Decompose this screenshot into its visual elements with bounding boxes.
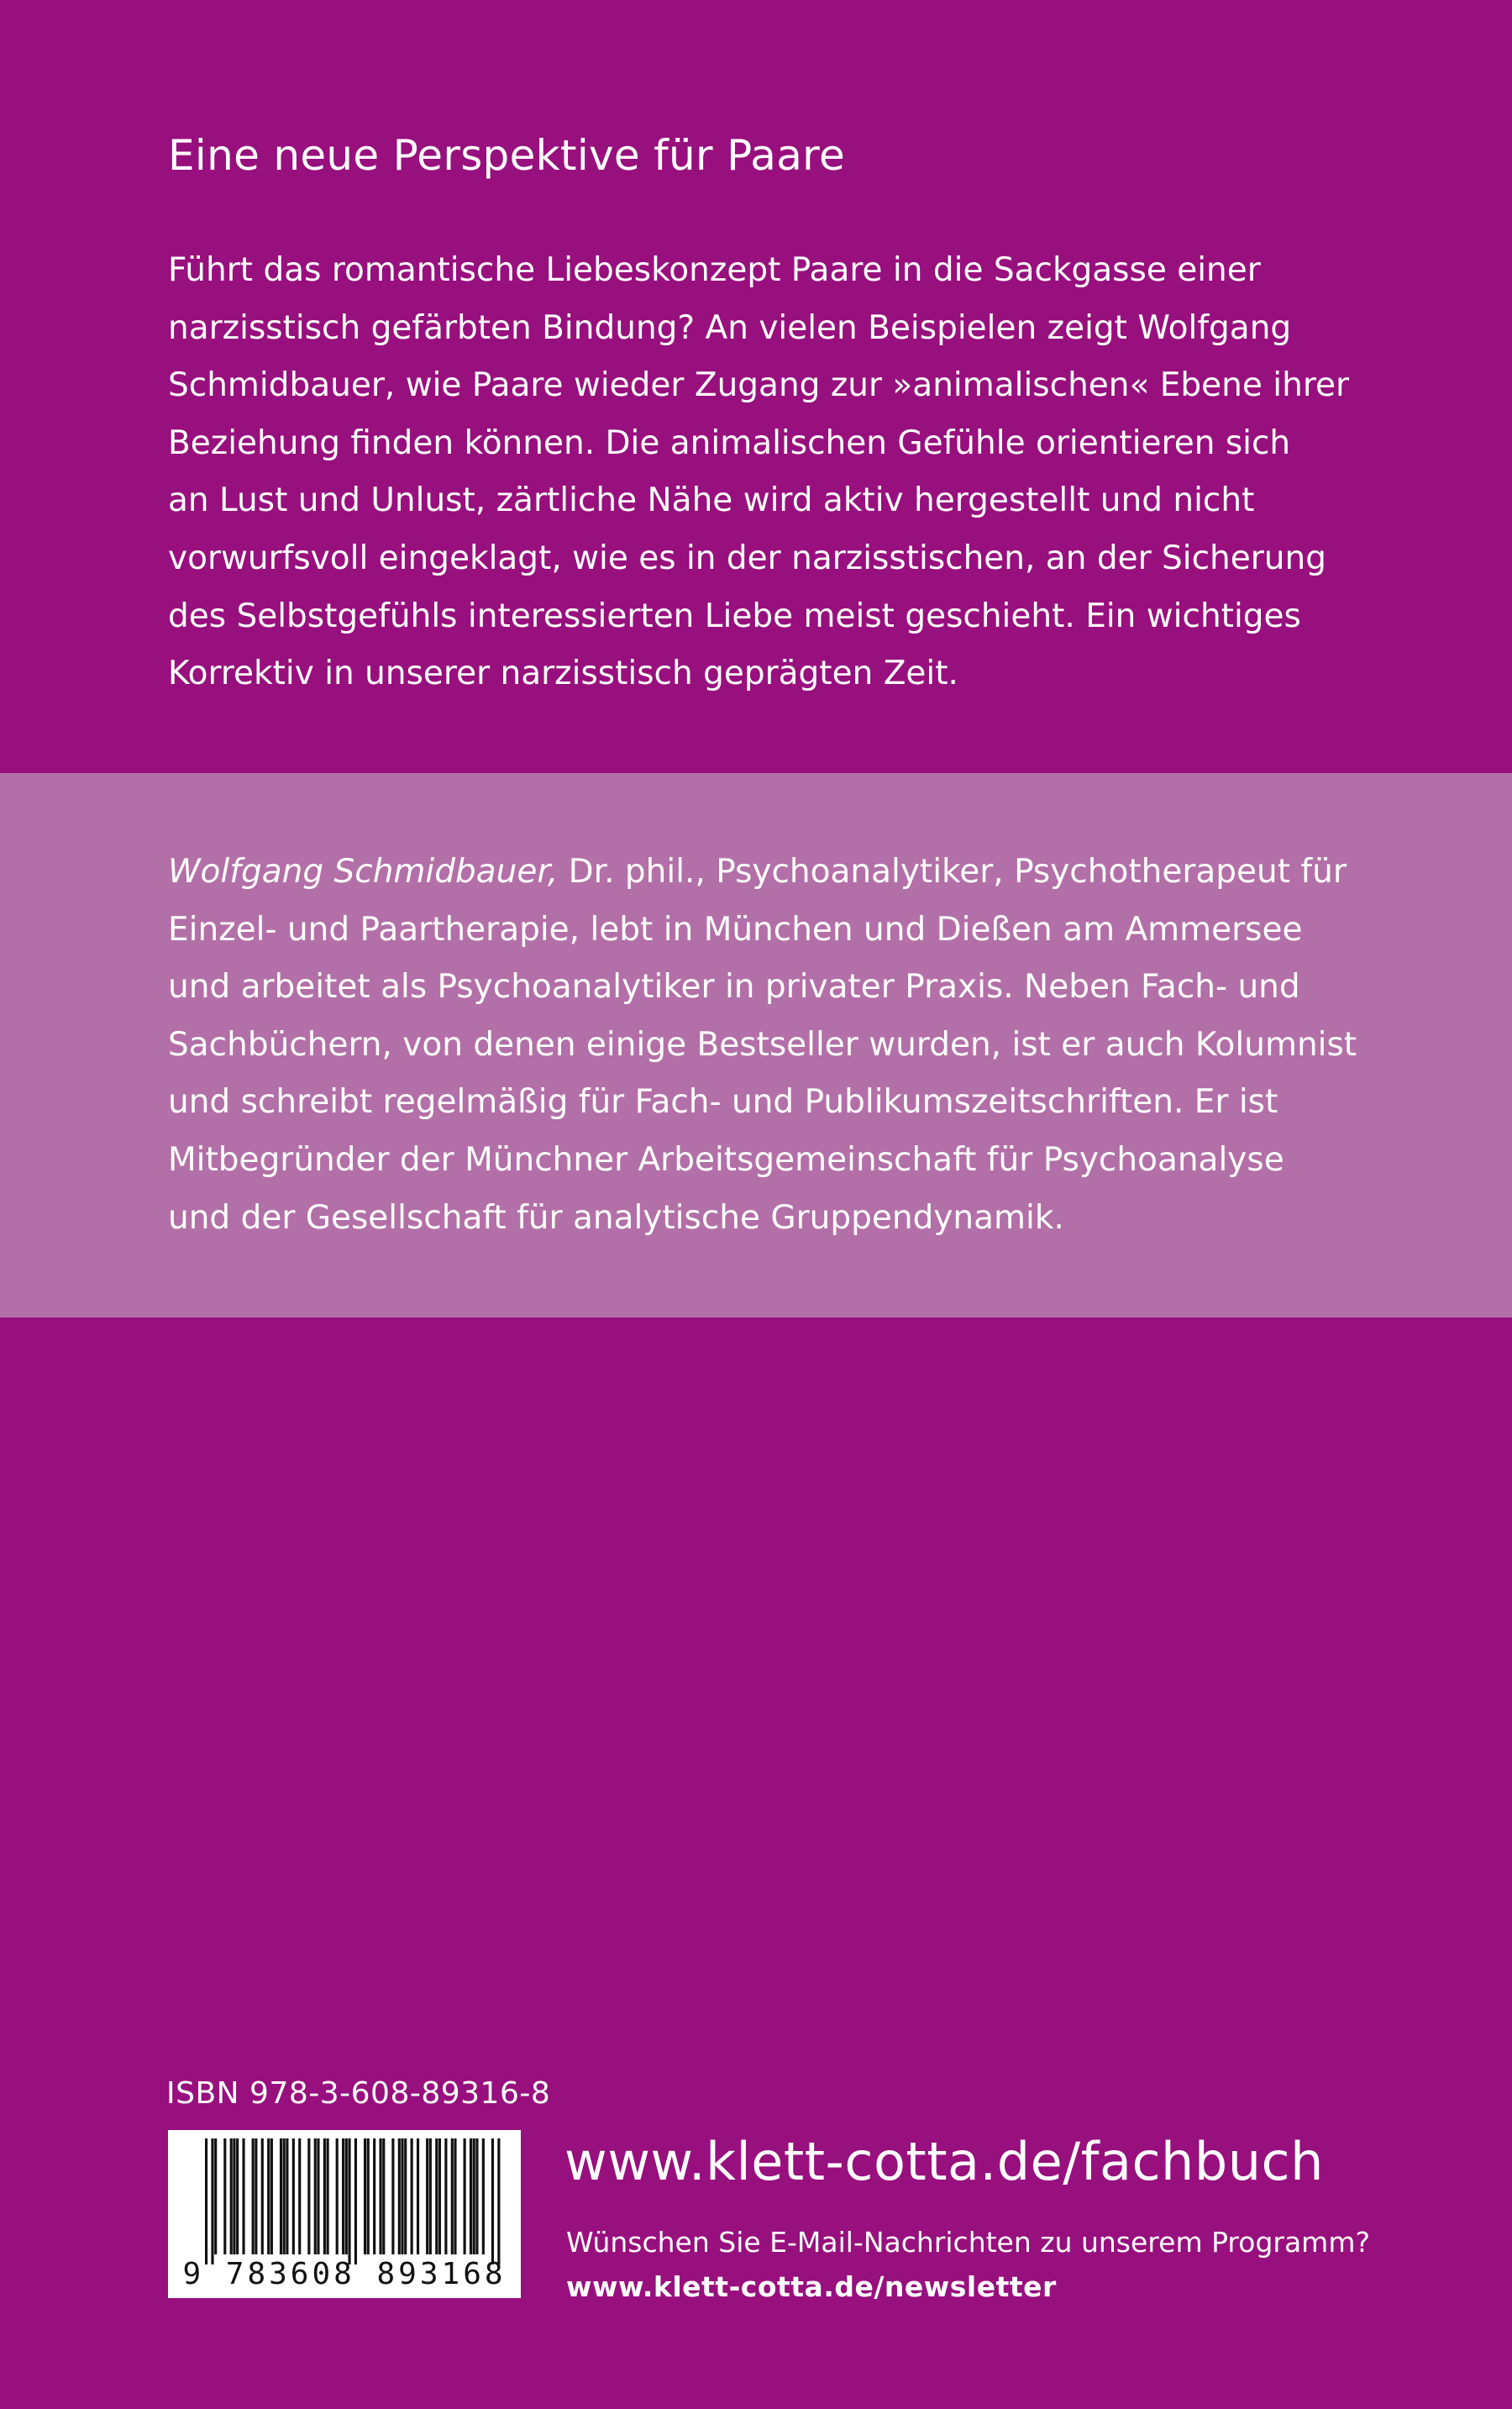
barcode <box>168 2130 521 2298</box>
bio-line: und der Gesellschaft für analytische Gruppendynamik. <box>168 1198 1064 1237</box>
isbn-label: ISBN 978-3-608-89316-8 <box>166 2076 551 2111</box>
newsletter-url-link[interactable]: www.klett-cotta.de/newsletter <box>566 2270 1057 2303</box>
description-line: vorwurfsvoll eingeklagt, wie es in der narzisstischen, an der Sicherung <box>168 539 1326 577</box>
description-line: an Lust und Unlust, zärtliche Nähe wird aktiv hergestellt und nicht <box>168 481 1255 520</box>
description-line: Korrektiv in unserer narzisstisch geprägten Zeit. <box>168 655 958 693</box>
barcode-digits: 9 783608 893168 <box>182 2257 507 2291</box>
description-line: Führt das romantische Liebeskonzept Paare in die Sackgasse einer <box>168 251 1261 289</box>
description-line: Schmidbauer, wie Paare wieder Zugang zur »animalischen« Ebene ihrer <box>168 366 1350 405</box>
bio-line: und arbeitet als Psychoanalytiker in privater Praxis. Neben Fach- und <box>168 968 1300 1007</box>
bio-line <box>168 844 1386 902</box>
bio-line: Mitbegründer der Münchner Arbeitsgemeinschaft für Psychoanalyse <box>168 1140 1284 1179</box>
bio-first-line-text: Dr. phil., Psychoanalytiker, Psychotherapeut für <box>558 853 1347 891</box>
publisher-url-link[interactable]: www.klett-cotta.de/fachbuch <box>564 2131 1324 2192</box>
description-line: Beziehung finden können. Die animalischen Gefühle orientieren sich <box>168 423 1291 462</box>
author-name: Wolfgang Schmidbauer, <box>168 853 559 891</box>
newsletter-question: Wünschen Sie E-Mail-Nachrichten zu unserem Programm? <box>566 2226 1370 2259</box>
description-line: narzisstisch gefärbten Bindung? An vielen Beispielen zeigt Wolfgang <box>168 308 1292 347</box>
book-back-heading: Eine neue Perspektive für Paare <box>168 131 846 180</box>
bio-line: Einzel- und Paartherapie, lebt in München und Dießen am Ammersee <box>168 910 1303 949</box>
description-line: des Selbstgefühls interessierten Liebe meist geschieht. Ein wichtiges <box>168 597 1301 635</box>
author-bio <box>168 844 1386 1247</box>
book-description <box>168 242 1361 703</box>
bio-line: und schreibt regelmäßig für Fach- und Publikumszeitschriften. Er ist <box>168 1083 1278 1122</box>
bio-line: Sachbüchern, von denen einige Bestseller wurden, ist er auch Kolumnist <box>168 1025 1357 1064</box>
